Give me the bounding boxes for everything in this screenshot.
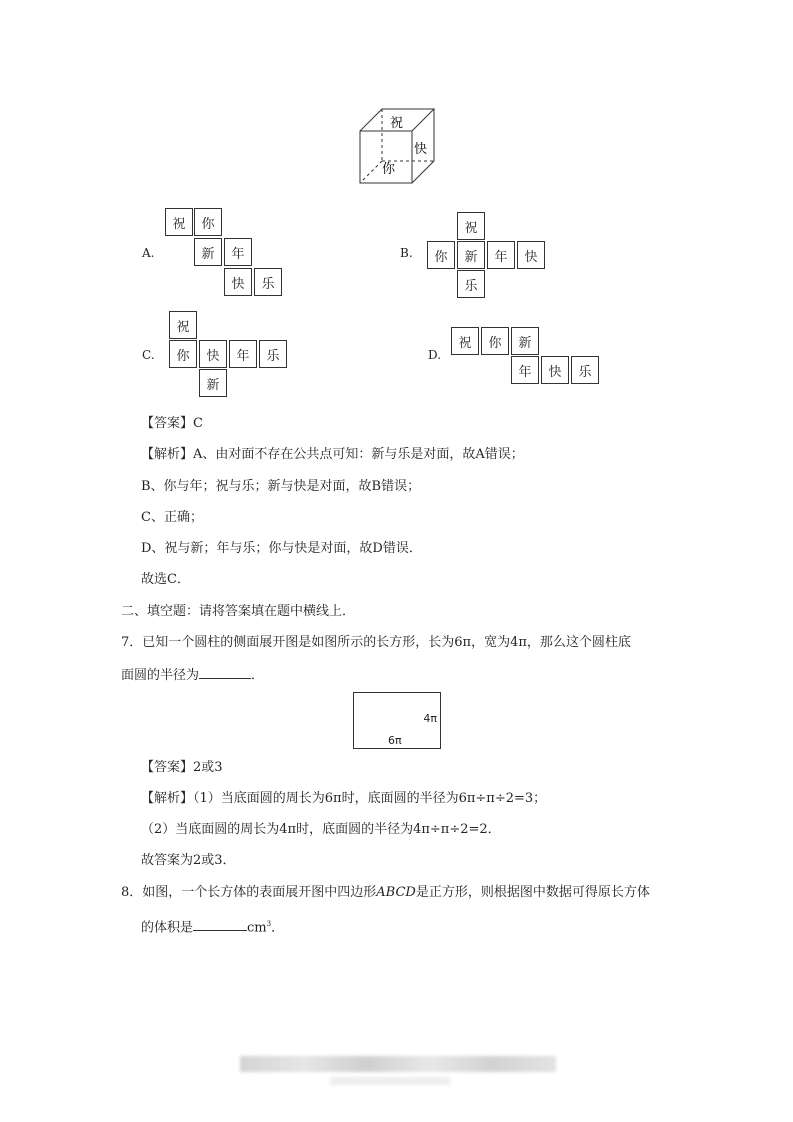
net-cell: 快: [517, 241, 545, 269]
net-cell: 你: [427, 241, 455, 269]
net-cell: 年: [224, 238, 252, 266]
q6-analysis-line: D、祝与新；年与乐；你与快是对面，故D错误．: [141, 541, 422, 556]
net-cell: 乐: [259, 340, 287, 368]
q8-text: 的体积是: [141, 920, 194, 936]
q7-analysis-line: （2）当底面圆的周长为4π时，底面圆的半径为4π÷π÷2=2．: [141, 822, 501, 837]
net-cell: 祝: [165, 208, 193, 236]
q8-question-line1: [121, 884, 650, 902]
answer-blank: [199, 665, 251, 679]
net-cell: 新: [511, 327, 539, 355]
q7-question-line2: [121, 665, 264, 685]
net-cell: 快: [541, 356, 569, 384]
q6-analysis-line: C、正确；: [141, 510, 203, 525]
cube-figure: [355, 103, 439, 187]
net-cell: 你: [481, 327, 509, 355]
q7-question-line1: 7．已知一个圆柱的侧面展开图是如图所示的长方形，长为6π，宽为4π，那么这个圆柱底: [121, 635, 631, 650]
cube-top-label: 祝: [390, 116, 404, 131]
net-cell: 祝: [169, 311, 197, 339]
q6-answer: 【答案】C: [141, 416, 203, 431]
net-cell: 乐: [254, 268, 282, 296]
footer-watermark: [240, 1056, 556, 1072]
net-cell: 新: [457, 241, 485, 269]
option-d-label: D.: [428, 348, 442, 362]
q8-unit: cm: [247, 920, 267, 936]
net-cell: 祝: [457, 212, 485, 240]
footer-watermark-small: [330, 1077, 450, 1085]
q7-text-end: ．: [251, 668, 265, 683]
q6-analysis-line: 故选C．: [141, 572, 190, 587]
q8-text-cont: 是正方形，则根据图中数据可得原长方体: [415, 885, 650, 900]
net-cell: 你: [194, 208, 222, 236]
q8-unit-sup: 3: [266, 920, 272, 928]
section-heading: 二、填空题：请将答案填在题中横线上．: [121, 604, 356, 619]
net-cell: 你: [169, 340, 197, 368]
net-cell: 年: [487, 241, 515, 269]
cube-right-label: 快: [414, 142, 428, 157]
option-c-label: C.: [142, 348, 155, 362]
rect-height-label: 4π: [423, 712, 437, 725]
net-cell: 新: [194, 238, 222, 266]
q7-text: 面圆的半径为: [121, 668, 200, 683]
net-cell: 年: [511, 356, 539, 384]
q8-text-end: ．: [271, 920, 285, 936]
option-a-label: A.: [142, 246, 155, 260]
net-cell: 祝: [451, 327, 479, 355]
q8-abcd: ABCD: [376, 885, 416, 900]
q6-analysis-line: B、你与年；祝与乐；新与快是对面，故B错误；: [141, 479, 421, 494]
q8-text: 8．如图，一个长方体的表面展开图中四边形: [121, 885, 377, 900]
q6-analysis-line: 【解析】A、由对面不存在公共点可知：新与乐是对面，故A错误；: [141, 447, 524, 462]
q7-rectangle-figure: [353, 692, 441, 749]
q7-analysis-line: 故答案为2或3．: [141, 853, 236, 868]
q7-analysis-line: 【解析】（1）当底面圆的周长为6π时，底面圆的半径为6π÷π÷2=3；: [141, 791, 547, 806]
net-cell: 快: [199, 340, 227, 368]
answer-blank: [193, 917, 247, 931]
q8-question-line2: [141, 915, 284, 937]
option-b-label: B.: [400, 246, 413, 260]
net-cell: 乐: [571, 356, 599, 384]
net-cell: 乐: [457, 270, 485, 298]
net-cell: 新: [199, 369, 227, 397]
net-cell: 快: [224, 268, 252, 296]
cube-front-label: 你: [382, 162, 396, 177]
q7-answer: 【答案】2或3: [141, 760, 223, 775]
rect-width-label: 6π: [388, 734, 402, 747]
net-cell: 年: [229, 340, 257, 368]
